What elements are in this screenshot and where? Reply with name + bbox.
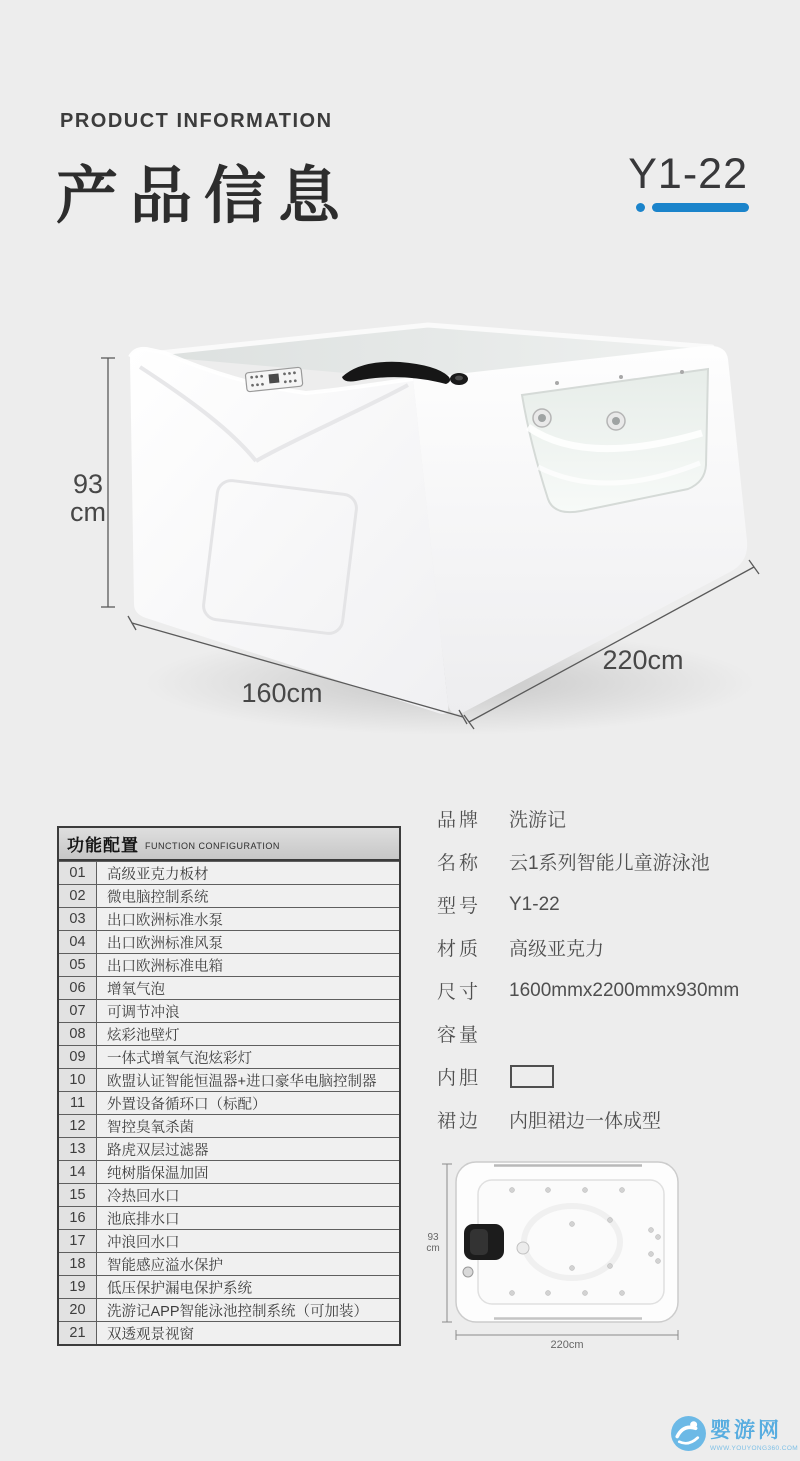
topview-height-value: 93 — [427, 1232, 439, 1243]
table-row: 04 出口欧洲标准风泵 — [59, 930, 399, 953]
model-number: Y1-22 — [628, 150, 748, 198]
headrest-knob — [450, 373, 468, 385]
table-row: 20 洗游记APP智能泳池控制系统（可加装） — [59, 1298, 399, 1321]
accent-bar — [652, 203, 749, 212]
table-title-cn: 功能配置 — [67, 836, 139, 855]
topview-width-label: 220cm — [550, 1339, 584, 1351]
table-row: 13 路虎双层过滤器 — [59, 1137, 399, 1160]
table-row: 03 出口欧洲标准水泵 — [59, 907, 399, 930]
spec-row-brand: 品牌 洗游记 — [437, 810, 567, 831]
table-title-en: FUNCTION CONFIGURATION — [145, 841, 280, 851]
table-row: 17 冲浪回水口 — [59, 1229, 399, 1252]
table-row: 18 智能感应溢水保护 — [59, 1252, 399, 1275]
spec-row-size: 尺寸 1600mmx2200mmx930mm — [437, 979, 740, 1003]
header-eyebrow: PRODUCT INFORMATION — [60, 110, 333, 132]
liner-empty-box — [510, 1065, 554, 1088]
site-logo-name: 婴游网 — [710, 1419, 782, 1442]
hero-width-label: 160cm — [241, 678, 323, 708]
table-row: 10 欧盟认证智能恒温器+进口豪华电脑控制器 — [59, 1068, 399, 1091]
accent-dot — [636, 203, 645, 212]
topview-headrest-pad — [470, 1229, 488, 1255]
function-configuration-table — [57, 826, 401, 1346]
control-panel — [245, 367, 303, 392]
spec-row-liner: 内胆 — [437, 1055, 797, 1098]
table-row: 15 冷热回水口 — [59, 1183, 399, 1206]
product-hero-image — [60, 315, 760, 745]
table-row: 14 纯树脂保温加固 — [59, 1160, 399, 1183]
table-row: 02 微电脑控制系统 — [59, 884, 399, 907]
spec-row-material: 材质 高级亚克力 — [437, 939, 605, 960]
window-jet-1 — [533, 409, 551, 427]
table-row: 07 可调节冲浪 — [59, 999, 399, 1022]
table-row: 08 炫彩池壁灯 — [59, 1022, 399, 1045]
pool-left-face — [130, 349, 448, 714]
table-row: 11 外置设备循环口（标配） — [59, 1091, 399, 1114]
site-logo-url: WWW.YOUYONG360.COM — [710, 1445, 799, 1452]
table-header — [59, 828, 399, 861]
table-row: 16 池底排水口 — [59, 1206, 399, 1229]
table-row: 06 增氧气泡 — [59, 976, 399, 999]
table-row: 12 智控臭氧杀菌 — [59, 1114, 399, 1137]
spec-row-skirt: 裙边 内胆裙边一体成型 — [437, 1111, 662, 1132]
table-row: 05 出口欧洲标准电箱 — [59, 953, 399, 976]
hero-height-unit: cm — [70, 497, 106, 527]
site-logo — [670, 1414, 798, 1452]
table-row: 21 双透观景视窗 — [59, 1321, 399, 1344]
product-top-view — [420, 1152, 800, 1352]
table-row: 09 一体式增氧气泡炫彩灯 — [59, 1045, 399, 1068]
spec-row-capacity: 容量 — [437, 1025, 482, 1046]
topview-drain — [463, 1267, 473, 1277]
topview-basin — [478, 1180, 664, 1304]
hero-depth-label: 220cm — [602, 645, 684, 675]
model-underline — [636, 203, 749, 213]
topview-jet-large — [517, 1242, 529, 1254]
page-title: 产品信息 — [56, 163, 353, 231]
table-row: 01 高级亚克力板材 — [59, 861, 399, 884]
topview-height-unit: cm — [426, 1243, 440, 1254]
spec-row-name: 名称 云1系列智能儿童游泳池 — [437, 853, 710, 874]
table-row: 19 低压保护漏电保护系统 — [59, 1275, 399, 1298]
site-logo-icon — [670, 1415, 707, 1452]
spec-list — [437, 797, 797, 1141]
window-jet-2 — [607, 412, 625, 430]
hero-height-value: 93 — [72, 469, 104, 499]
spec-row-model: 型号 Y1-22 — [437, 893, 560, 917]
